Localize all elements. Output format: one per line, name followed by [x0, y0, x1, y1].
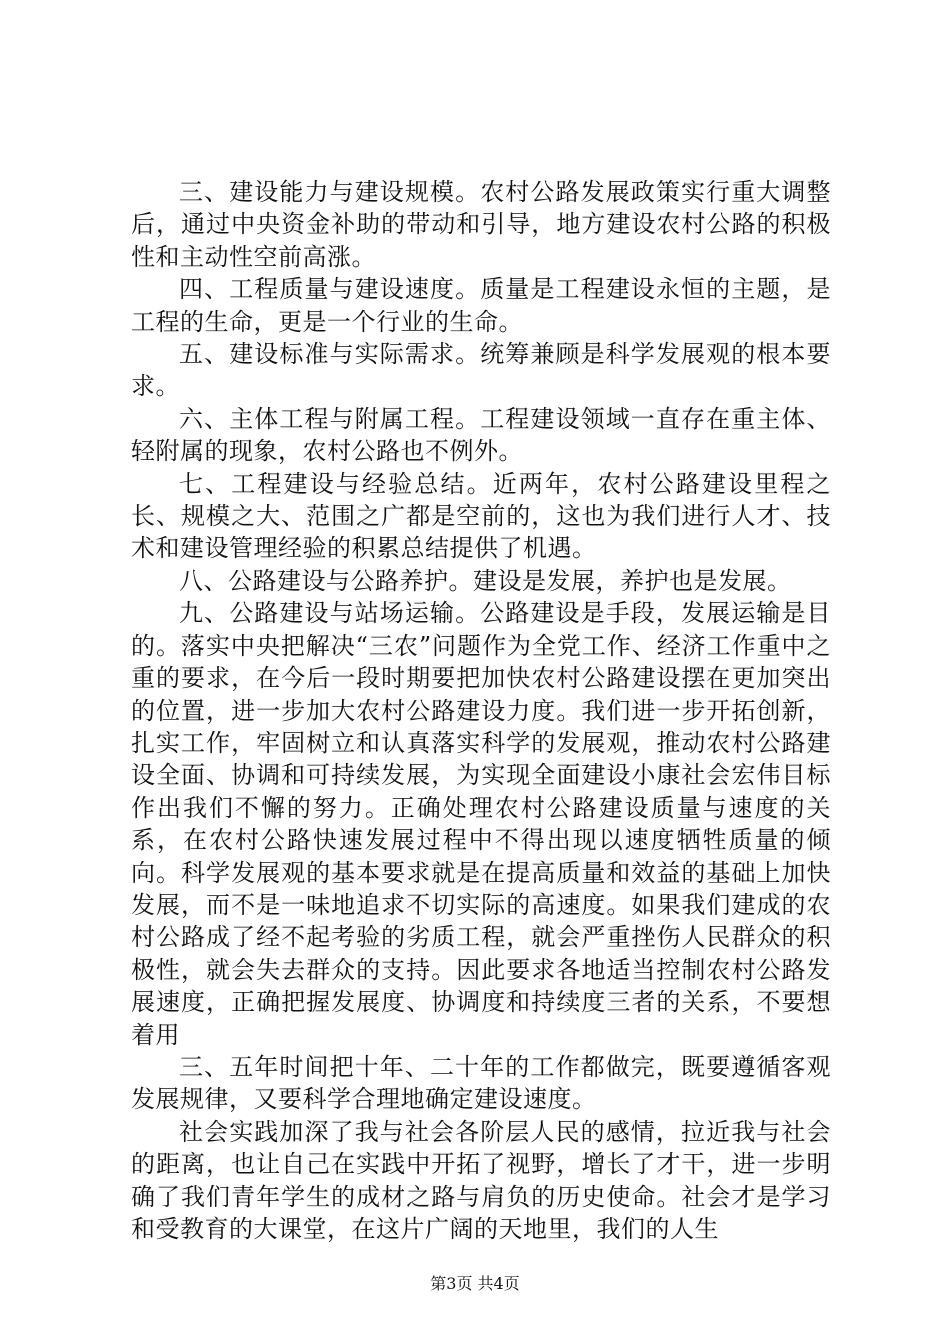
paragraph-continuation: 三、五年时间把十年、二十年的工作都做完，既要遵循客观发展规律，又要科学合理地确定建设速度。	[131, 1052, 831, 1114]
paragraph-4-quality-speed: 四、工程质量与建设速度。质量是工程建设永恒的主题，是工程的生命，更是一个行业的生命。	[131, 275, 831, 336]
paragraph-8-maintenance: 八、公路建设与公路养护。建设是发展，养护也是发展。	[179, 566, 792, 595]
page-number-footer: 第3页 共4页	[430, 1274, 520, 1293]
paragraph-9-transport: 九、公路建设与站场运输。公路建设是手段，发展运输是目的。落实中央把解决“三农”问题作为全党工作、经济工作重中之重的要求，在今后一段时期要把加快农村公路建设摆在更加突出的位置，进一步加大农村公路建设力度。我们进一步开拓创新，扎实工作，牢固树立和认真落实科学的发展观，推动农村公路建设全面、协调和可持续发展，为实现全面建设小康社会宏伟目标作出我们不懈的努力。正确处理农村公路建设质量与速度的关系，在农村公路快速发展过程中不得出现以速度牺牲质量的倾向。科学发展观的基本要求就是在提高质量和效益的基础上加快发展，而不是一味地追求不切实际的高速度。如果我们建成的农村公路成了经不起考验的劣质工程，就会严重挫伤人民群众的积极性，就会失去群众的支持。因此要求各地适当控制农村公路发展速度，正确把握发展度、协调度和持续度三者的关系，不要想着用	[131, 599, 831, 1049]
paragraph-3-construction-capacity: 三、建设能力与建设规模。农村公路发展政策实行重大调整后，通过中央资金补助的带动和引导，地方建设农村公路的积极性和主动性空前高涨。	[131, 178, 831, 271]
body-text	[131, 176, 831, 1245]
paragraph-social-practice: 社会实践加深了我与社会各阶层人民的感情，拉近我与社会的距离，也让自己在实践中开拓了视野，增长了才干，进一步明确了我们青年学生的成材之路与肩负的历史使命。社会才是学习和受教育的大课堂，在这片广阔的天地里，我们的人生	[131, 1117, 831, 1243]
paragraph-7-experience-summary: 七、工程建设与经验总结。近两年，农村公路建设里程之长、规模之大、范围之广都是空前的，这也为我们进行人才、技术和建设管理经验的积累总结提供了机遇。	[131, 469, 831, 563]
paragraph-6-main-auxiliary: 六、主体工程与附属工程。工程建设领域一直存在重主体、轻附属的现象，农村公路也不例外。	[131, 404, 831, 466]
paragraph-5-standards-needs: 五、建设标准与实际需求。统筹兼顾是科学发展观的根本要求。	[131, 340, 831, 401]
